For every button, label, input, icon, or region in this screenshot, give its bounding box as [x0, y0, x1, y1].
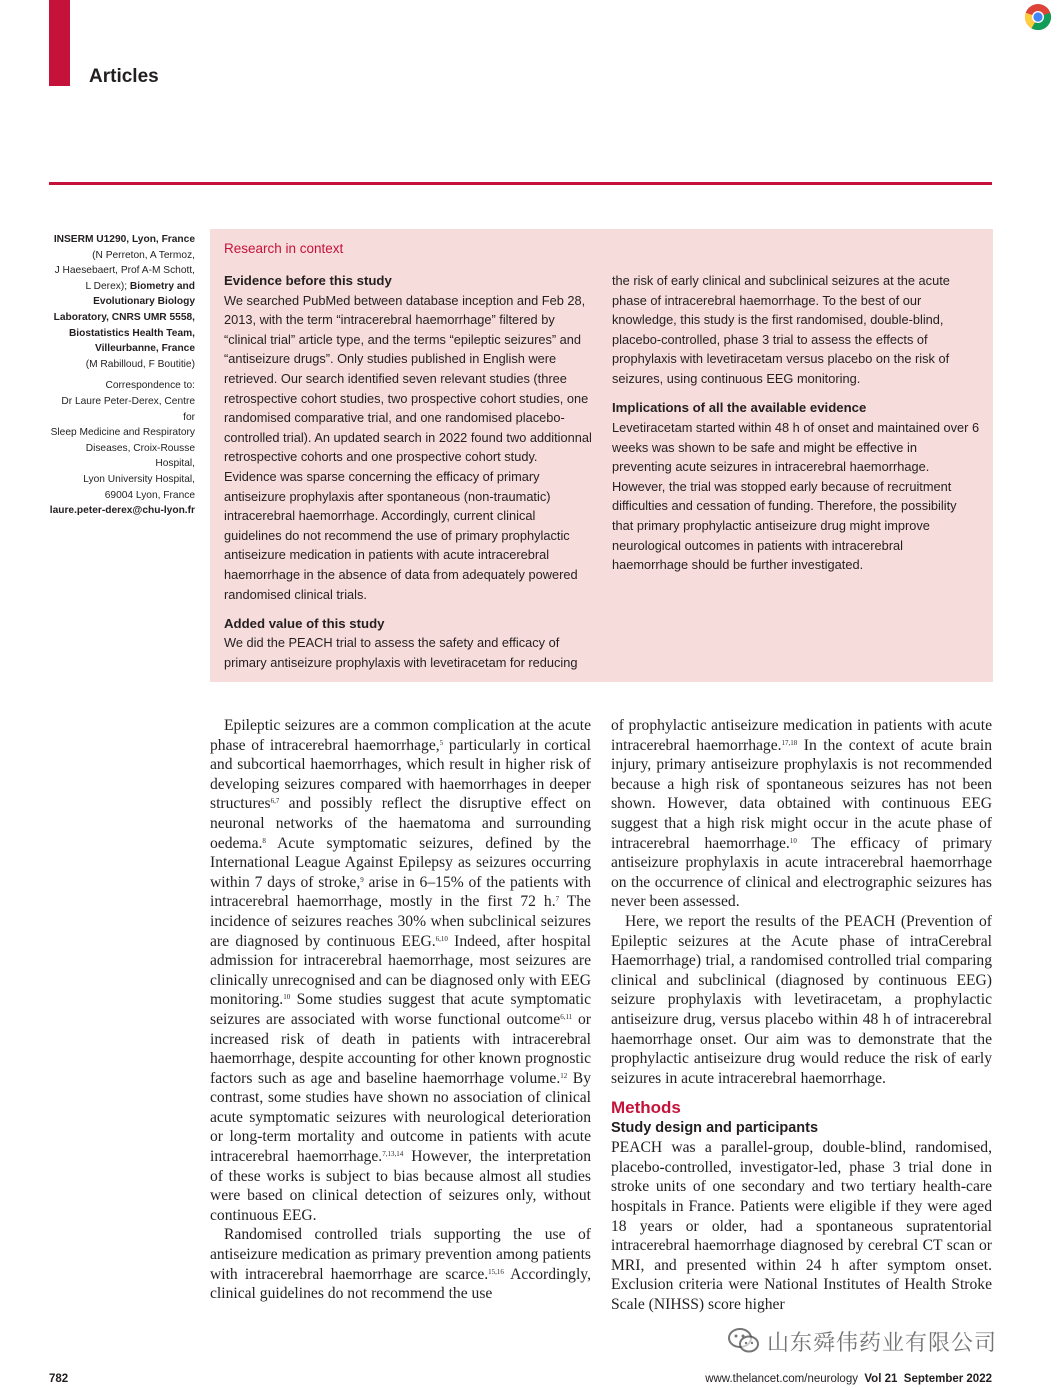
- affiliation-line: [49, 279, 195, 295]
- affiliation-line: [49, 488, 195, 504]
- body-text: The efficacy of primary antiseizure prophylaxis in acute intracerebral haemorrhage on the occurrence of clinical and electrographic seizures has never been assessed.: [611, 834, 993, 911]
- header-rule: [49, 182, 992, 185]
- affiliation-text: Lyon University Hospital,: [83, 473, 195, 485]
- affiliation-text: Laboratory, CNRS UMR 5558,: [53, 311, 195, 323]
- affiliation-text: Biometry and: [129, 280, 195, 292]
- body-column-right: [611, 716, 992, 1315]
- citation-reference[interactable]: 6,10: [435, 934, 448, 943]
- affiliation-line: [49, 248, 195, 264]
- affiliation-line: [49, 472, 195, 488]
- issue-date: September 2022: [903, 1373, 992, 1385]
- affiliation-line: [49, 232, 195, 248]
- wechat-icon: [727, 1326, 761, 1356]
- affiliation-text: J Haesebaert, Prof A-M Schott,: [54, 265, 195, 277]
- citation-reference[interactable]: 5: [439, 738, 444, 747]
- body-text: particularly in cortical and subcortical haemorrhages, which result in higher risk of developing seizures compared with haemorrhages in deeper structures: [210, 736, 591, 813]
- introduction-paragraph: [611, 912, 992, 1088]
- citation-reference[interactable]: 7,13,14: [382, 1150, 404, 1159]
- body-text: and possibly reflect the disruptive effect on neuronal networks of the haematoma and surrounding oedema.: [210, 795, 591, 852]
- body-text: PEACH was a parallel-group, double-blind, randomised, placebo-controlled, investigator-led, phase 3 trial done in stroke units of one secondary and two tertiary health-care hospitals in France. Patients were eligible if they were aged 18 years or older, had a spontaneous supratentorial intracerebral haemorrhage diagnosed by cerebral CT scan or MRI, and presented within 24 h after symptom onset. Exclusion criteria were National Institutes of Health Stroke Scale (NIHSS) score higher: [611, 1139, 992, 1314]
- body-text: Randomised controlled trials supporting the use of antiseizure medication as primary prevention among patients with intracerebral haemorrhage are scarce.: [210, 1226, 591, 1283]
- affiliation-line: [49, 263, 195, 279]
- body-text: By contrast, some studies have shown no association of clinical acute symptomatic seizures with neurological deterioration or long-term mortality and outcome in patients with acute intracerebral haemorrhage.: [210, 1069, 591, 1166]
- author-affiliations: [49, 232, 195, 519]
- evidence-heading: Evidence before this study: [224, 273, 392, 288]
- affiliation-text: Correspondence to:: [105, 380, 195, 392]
- citation-reference[interactable]: 10: [789, 836, 797, 845]
- affiliation-text: Dr Laure Peter-Derex, Centre for: [61, 395, 195, 423]
- body-text: The incidence of seizures reaches 30% when subclinical seizures are diagnosed by continuous EEG.: [210, 893, 591, 950]
- affiliation-text: INSERM U1290, Lyon, France: [53, 234, 195, 245]
- affiliation-text: Diseases, Croix-Rousse Hospital,: [85, 442, 195, 470]
- affiliation-text: Biostatistics Health Team,: [68, 327, 195, 339]
- citation-reference[interactable]: 12: [560, 1071, 568, 1080]
- affiliation-text: laure.peter-derex@chu-lyon.fr: [49, 505, 195, 517]
- affiliation-text: Villeurbanne, France: [94, 343, 195, 355]
- affiliation-text: (N Perreton, A Termoz,: [92, 249, 195, 261]
- methods-heading: Methods: [611, 1098, 681, 1118]
- watermark: [727, 1322, 1027, 1362]
- added-value-text: We did the PEACH trial to assess the safety and efficacy of primary antiseizure prophylaxis with levetiracetam for reducing: [224, 635, 578, 671]
- affiliation-line: [49, 310, 195, 326]
- affiliation-line: [49, 503, 195, 519]
- affiliation-line: [49, 394, 195, 425]
- implications-heading: Implications of all the available evidence: [612, 400, 867, 416]
- body-text: Indeed, after hospital admission for intracerebral haemorrhage, most seizures are clinically unrecognised and can be diagnosed only with EEG monitoring.: [210, 932, 591, 1009]
- study-design-paragraph: [611, 1138, 992, 1314]
- affiliation-text: 69004 Lyon, France: [104, 489, 195, 501]
- body-text: Epileptic seizures are a common complication at the acute phase of intracerebral haemorrhage,: [210, 717, 591, 754]
- citation-reference[interactable]: 15,16: [488, 1267, 504, 1276]
- affiliation-line: [49, 441, 195, 472]
- implications-text: Levetiracetam started within 48 h of onset and maintained over 6 weeks was shown to be safe and might be effective in preventing acute seizures in intracerebral haemorrhage. However, the trial was stopped early because of recruitment difficulties and cessation of funding. Therefore, the possibility that primary prophylactic antiseizure drug might improve neurological outcomes in patients with intracerebral haemorrhage should be further investigated.: [612, 419, 980, 573]
- affiliation-line: [49, 294, 195, 310]
- added-value-heading: Added value of this study: [224, 615, 385, 631]
- affiliation-line: [49, 341, 195, 357]
- body-text: or increased risk of death in patients with intracerebral haemorrhage, despite accounting for other known prognostic factors such as age and baseline haemorrhage volume.: [210, 1010, 592, 1087]
- affiliation-text: (M Rabilloud, F Boutitie): [85, 358, 195, 370]
- affiliation-line: [49, 378, 195, 394]
- research-in-context-panel: [210, 229, 993, 682]
- body-text: Here, we report the results of the PEACH (Prevention of Epileptic seizures at the Acute phase of intraCerebral Haemorrhage) trial, a randomised controlled trial comparing clinical and subclinical (diagnosed by continuous EEG) seizure prophylaxis with levetiracetam, a prophylactic antiseizure drug, versus placebo within 48 h of intracerebral haemorrhage onset. Our aim was to demonstrate that the prophylactic antiseizure drug would reduce the risk of early seizures in acute intracerebral haemorrhage.: [611, 912, 992, 1087]
- affiliation-line: [49, 425, 195, 441]
- body-text: of prophylactic antiseizure medication in patients with acute intracerebral haemorrhage.: [611, 717, 992, 754]
- body-text: Acute symptomatic seizures, defined by the International League Against Epilepsy as seizures occurring within 7 days of stroke,: [210, 834, 591, 891]
- research-in-context-title: Research in context: [224, 241, 344, 256]
- citation-reference[interactable]: 8: [262, 836, 266, 845]
- citation-reference[interactable]: 17,18: [781, 738, 798, 747]
- page-number: 782: [49, 1373, 69, 1385]
- affiliation-text: Evolutionary Biology: [93, 296, 195, 308]
- body-text: Some studies suggest that acute symptomatic seizures are associated with worse functional outcome: [210, 991, 591, 1028]
- citation-reference[interactable]: 6,11: [560, 1012, 573, 1021]
- introduction-paragraph: [611, 716, 992, 912]
- body-text: However, the interpretation of these works is subject to bias because almost all studies were based on clinical detection of seizures only, without continuous EEG.: [210, 1148, 592, 1224]
- citation-reference[interactable]: 9: [360, 875, 364, 884]
- introduction-paragraph: [210, 1225, 591, 1303]
- citation-reference[interactable]: 7: [555, 895, 560, 904]
- research-in-context-column-2: [612, 271, 980, 585]
- affiliation-line: [49, 357, 195, 373]
- added-value-text-continued: the risk of early clinical and subclinical seizures at the acute phase of intracerebral haemorrhage. To the best of our knowledge, this study is the first randomised, double-blind, placebo-controlled, phase 3 trial to assess the effects of prophylaxis with levetiracetam versus placebo on the risk of seizures, using continuous EEG monitoring.: [612, 273, 950, 386]
- body-text: Accordingly, clinical guidelines do not recommend the use: [210, 1265, 591, 1303]
- journal-red-tab: [49, 0, 70, 86]
- watermark-text: 山东舜伟药业有限公司: [767, 1331, 998, 1356]
- body-text: In the context of acute brain injury, primary antiseizure prophylaxis is not recommended because a high risk of spontaneous seizures has not been shown. However, data obtained with continuous EEG suggest that a high risk might occur in the acute phase of intracerebral haemorrhage.: [611, 736, 992, 852]
- body-column-left: [210, 716, 591, 1304]
- affiliation-text: L Derex);: [85, 280, 130, 292]
- introduction-paragraph: [210, 716, 591, 1225]
- body-text: arise in 6–15% of the patients with intracerebral haemorrhage, mostly in the first 72 h.: [210, 873, 591, 911]
- evidence-text: We searched PubMed between database inception and Feb 28, 2013, with the term “intracerebral haemorrhage” filtered by “clinical trial” article type, and the terms “epileptic seizures” and “antiseizure drugs”. Only studies published in English were retrieved. Our search identified seven relevant studies (three retrospective cohort studies, two prospective cohort studies, one randomised comparative trial, and one randomised placebo-controlled trial). An updated search in 2022 found two additionnal retrospective cohorts and one prospective cohort study. Evidence was sparse concerning the efficacy of primary antiseizure prophylaxis after spontaneous (non-traumatic) intracerebral haemorrhage. Accordingly, current clinical guidelines do not recommend the use of primary prophylactic antiseizure medication in patients with acute intracerebral haemorrhage in the absence of data from adequately powered randomised clinical trials.: [224, 292, 592, 602]
- journal-url[interactable]: www.thelancet.com/neurology: [705, 1373, 858, 1385]
- chrome-icon[interactable]: [1024, 3, 1052, 31]
- volume: Vol 21: [864, 1373, 898, 1385]
- research-in-context-column-1: [224, 271, 592, 682]
- citation-reference[interactable]: 6,7: [270, 797, 280, 806]
- citation-reference[interactable]: 10: [283, 993, 291, 1002]
- study-design-heading: Study design and participants: [611, 1120, 819, 1137]
- affiliation-text: Sleep Medicine and Respiratory: [50, 427, 195, 439]
- section-label: Articles: [89, 66, 159, 87]
- journal-footer: [705, 1373, 992, 1385]
- affiliation-line: [49, 326, 195, 342]
